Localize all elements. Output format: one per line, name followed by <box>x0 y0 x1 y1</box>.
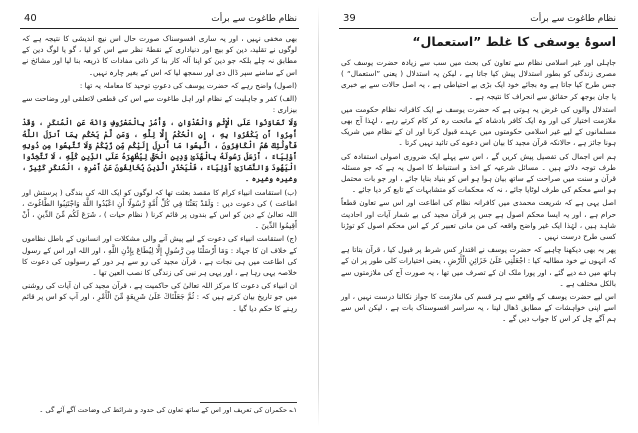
paragraph: (ج) استقامت انبیاء کی دعوت کے لیے پیش آنے والی مشکلات اور انسانوں کے باطل نظاموں کے خلاف ان کا جہاد : وَمَا أَرْسَلْنَا مِن رَّسُولٍ إِلَّا لِيُطَاعَ بِإِذْنِ اللَّهِ ، اور اللہ اور اس کے رسول کی اطاعت میں ہی نجات ہے ، قرآن مجید کی رو سے ہر دور کے رسولوں کی دعوت کا خلاصہ یہی رہا ہے ، اور یہی ہر نبی کی زندگی کا نصب العین تھا ۔ <box>22 234 297 278</box>
footnote: ۱؎ حکمران کی تعریف اور اس کے ساتھ تعاون کی حدود و شرائط کی وضاحت آگے آئے گی ۔ <box>39 406 297 414</box>
running-header: نظام طاغوت سے برأت <box>530 14 616 24</box>
paragraph: پھر یہ بھی دیکھنا چاہیے کہ حضرت یوسف نے اقتدار کس شرط پر قبول کیا ، قرآن بتاتا ہے کہ انہوں نے خود مطالبہ کیا : اجْعَلْنِي عَلَىٰ خَزَائِنِ الْأَرْضِ ، یعنی اختیارات کلی طور پر ان کے ہاتھ میں دے دیے گئے ، اور پورا ملک ان کے تصرف میں تھا ، یہ صورت آج کی ملازمتوں سے بالکل مختلف ہے ۔ <box>341 245 616 288</box>
running-header: نظام طاغوت سے برأت <box>211 14 297 24</box>
paragraph: اصل یہی ہے کہ شریعت محمدی میں کافرانہ نظام کی اطاعت اور اس سے تعاون قطعاً حرام ہے ، اور یہ ایسا محکم اصول ہے جس پر قرآن مجید کی بے شمار آیات اور احادیث شاہد ہیں ، لہٰذا ایک غیر واضح واقعہ کی من مانی تعبیر کر کے اس محکم اصول کو توڑنا کسی طرح درست نہیں ۔ <box>341 198 616 242</box>
paragraph: جاہلی اور غیر اسلامی نظام سے تعاون کی بحث میں سب سے زیادہ حضرت یوسف کی مصری زندگی کو بطور استدلال پیش کیا جاتا ہے ، لیکن یہ استدلال ( یعنی ”استعمال“ ) جس طرح کیا جاتا ہے وہ بجائے خود ایک بڑی بے احتیاطی ہے ، یہ اصل حالات سے بے خبری یا جان بوجھ کر حقائق سے انحراف کا نتیجہ ہے ۔ <box>341 58 616 101</box>
right-page-body <box>341 33 616 325</box>
footnote-divider <box>200 402 297 403</box>
paragraph: (ب) استقامت انبیاء کرام کا مقصد بعثت تھا کہ لوگوں کو ایک اللہ کی بندگی ( پرستش اور اطاعت ) کی دعوت دیں : وَلَقَدْ بَعَثْنَا فِي كُلِّ أُمَّةٍ رَّسُولًا أَنِ اعْبُدُوا اللَّهَ وَاجْتَنِبُوا الطَّاغُوتَ ، اللہ تعالیٰ کے دین کو اس کے بندوں پر قائم کرنا ( نظام حیات ) ، شَرَعَ لَكُم مِّنَ الدِّينِ ، أَنْ أَقِيمُوا الدِّينَ ۔ <box>22 187 297 231</box>
paragraph: ہم اس اجمال کی تفصیل پیش کریں گے ، اس سے پہلے ایک ضروری اصولی استفادہ کی طرف توجہ دلاتے ہیں ۔ مسائل شرعیہ کے اخذ و استنباط کا اصول یہ ہے کہ جو مسئلہ قرآن و سنت میں صراحت کے ساتھ بیان ہوا ہو اس کو بنیاد بنایا جائے ، اور جو بات محتمل ہو اسے محکم کی طرف لوٹایا جائے ، نہ کہ محکمات کو متشابہات کے تابع کر دیا جائے ۔ <box>341 151 616 195</box>
paragraph: استدلال والوں کی غرض یہ ہوتی ہے کہ حضرت یوسف نے ایک کافرانہ نظام حکومت میں ملازمت اختیار کی اور وہ ایک کافر بادشاہ کے ماتحت رہ کر کام کرتے رہے ، لہٰذا آج بھی مسلمانوں کے لیے غیر اسلامی حکومتوں میں عہدے قبول کرنا اور ان کے نظام میں شریک ہونا جائز ہے ، حالانکہ قرآن مجید کا بیان اس دعوے کی تائید نہیں کرتا ۔ <box>341 104 616 148</box>
paragraph: ان انبیاء کی دعوت کا مرکز اللہ تعالیٰ کی حاکمیت ہے ، قرآن مجید کی ان آیات کی روشنی میں جو تاریخ بیان کرتے ہیں کہ : ثُمَّ جَعَلْنَاكَ عَلَىٰ شَرِيعَةٍ مِّنَ الْأَمْرِ ، اور آپ کو اس پر قائم رہنے کا حکم دیا گیا ۔ <box>22 281 297 313</box>
page-number: 39 <box>343 13 356 24</box>
left-page-header <box>20 12 299 29</box>
page-number: 40 <box>24 13 37 24</box>
right-page <box>319 0 638 433</box>
paragraph: بھی مخفی نہیں ، اور یہ ساری افسوسناک صورت حال اس نیچ اندیشی کا نتیجہ ہے کہ لوگوں نے تقلید، دین کو بیچ اور دنیاداری کے نقطۂ نظر سے اس کو لیا ، گو یا لوگ دین کے مطابق نہ چلے بلکہ جو دین کو اپنا آلہ کار بنا کر ذاتی مفادات کا ذریعہ بنا لیا اور مشائخ نے اس کے سامنے سپر ڈال دی اور سمجھ لیا کہ اس کے بغیر چارہ نہیں۔ <box>22 34 297 77</box>
paragraph: اس لیے حضرت یوسف کے واقعے سے ہر قسم کی ملازمت کا جواز نکالنا درست نہیں ، اور اسے اپنی خواہشات کے مطابق ڈھال لینا ، یہ سراسر افسوسناک بات ہے ، لیکن اس سے ہم آگے چل کر اس کا جواب دیں گے ۔ <box>341 292 616 324</box>
right-page-header <box>339 12 618 29</box>
paragraph: (الف) کفر و جاہلیت کے نظام اور اہل طاغوت سے اس کی قطعی لاتعلقی اور وضاحت سے بیزاری : <box>22 94 297 115</box>
quranic-verses: وَلَا تَعَاوَنُوا عَلَى الْإِثْمِ وَالْعُدْوَانِ ، وَأْمُرْ بِالْمَعْرُوفِ وَانْهَ عَنِ الْمُنكَرِ ، وَقَدْ أُمِرُوا أَن يَكْفُرُوا بِهِ ، إِنِ الْحُكْمُ إِلَّا لِلَّهِ ، وَمَن لَّمْ يَحْكُم بِمَا أَنزَلَ اللَّهُ فَأُولَٰئِكَ هُمُ الْكَافِرُونَ ، اتَّبِعُوا مَا أُنزِلَ إِلَيْكُم مِّن رَّبِّكُمْ وَلَا تَتَّبِعُوا مِن دُونِهِ أَوْلِيَاءَ ، أَرْسَلَ رَسُولَهُ بِالْهُدَىٰ وَدِينِ الْحَقِّ لِيُظْهِرَهُ عَلَى الدِّينِ كُلِّهِ ، لَا تَتَّخِذُوا الْيَهُودَ وَالنَّصَارَىٰ أَوْلِيَاءَ ، فَلْيَحْذَرِ الَّذِينَ يُخَالِفُونَ عَنْ أَمْرِهِ ، الْمُنكَرِ كَثِيرٌ ، وغیرہ وغیرہ ۔ <box>22 118 297 184</box>
left-page-body <box>22 33 297 314</box>
paragraph: (اصول) واضح رہے کہ حضرت یوسف کی دعوتِ توحید کا معاملہ یہ تھا : <box>79 80 297 90</box>
section-title: اسوۂ یوسفی کا غلط ”استعمال“ <box>412 34 616 49</box>
